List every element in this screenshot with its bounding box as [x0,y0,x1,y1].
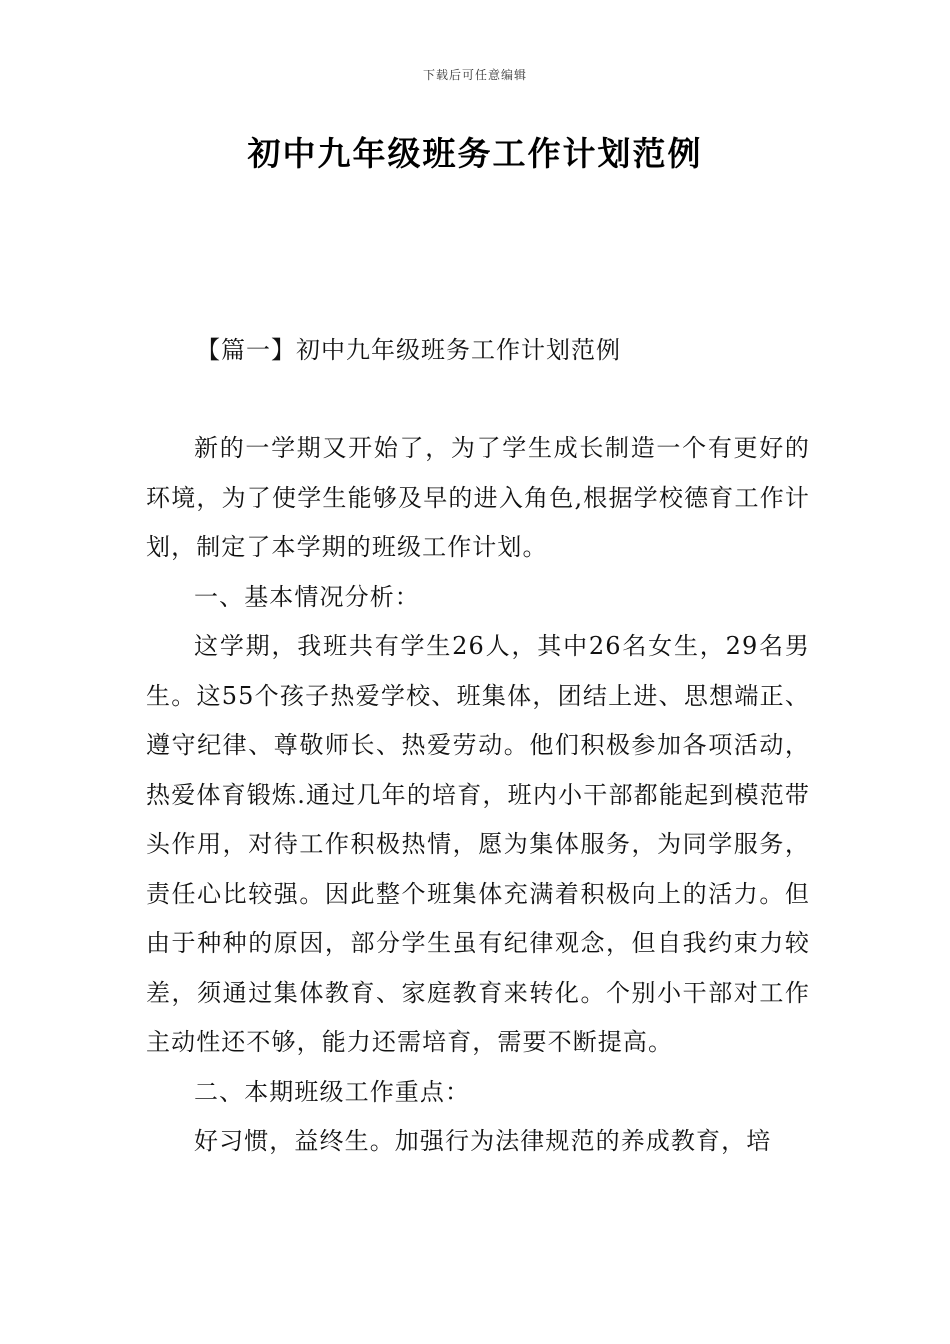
header-note: 下载后可任意编辑 [422,68,527,82]
paragraph-intro: 新的一学期又开始了，为了学生成长制造一个有更好的环境，为了使学生能够及早的进入角色,根据学校德育工作计划，制定了本学期的班级工作计划。 [146,434,810,561]
paragraph-habits: 好习惯，益终生。加强行为法律规范的养成教育，培 [194,1127,772,1155]
paragraph-heading-focus: 二、本期班级工作重点： [194,1077,471,1106]
paragraph-class-situation: 这学期，我班共有学生26人，其中26名女生，29名男生。这55个孩子热爱学校、班集体，团结上进、思想端正、遵守纪律、尊敬师长、热爱劳动。他们积极参加各项活动，热爱体育锻炼.通过几年的培育，班内小干部都能起到模范带头作用，对待工作积极热情，愿为集体服务，为同学服务，责任心比较强。因此整个班集体充满着积极向上的活力。但由于种种的原因，部分学生虽有纪律观念，但自我约束力较差，须通过集体教育、家庭教育来转化。个别小干部对工作主动性还不够，能力还需培育，需要不断提高。 [146,632,810,1056]
document-title: 初中九年级班务工作计划范例 [247,134,703,173]
body-text [146,424,810,1167]
section-heading: 【篇一】初中九年级班务工作计划范例 [196,336,621,364]
paragraph-heading-situation: 一、基本情况分析： [194,582,420,611]
